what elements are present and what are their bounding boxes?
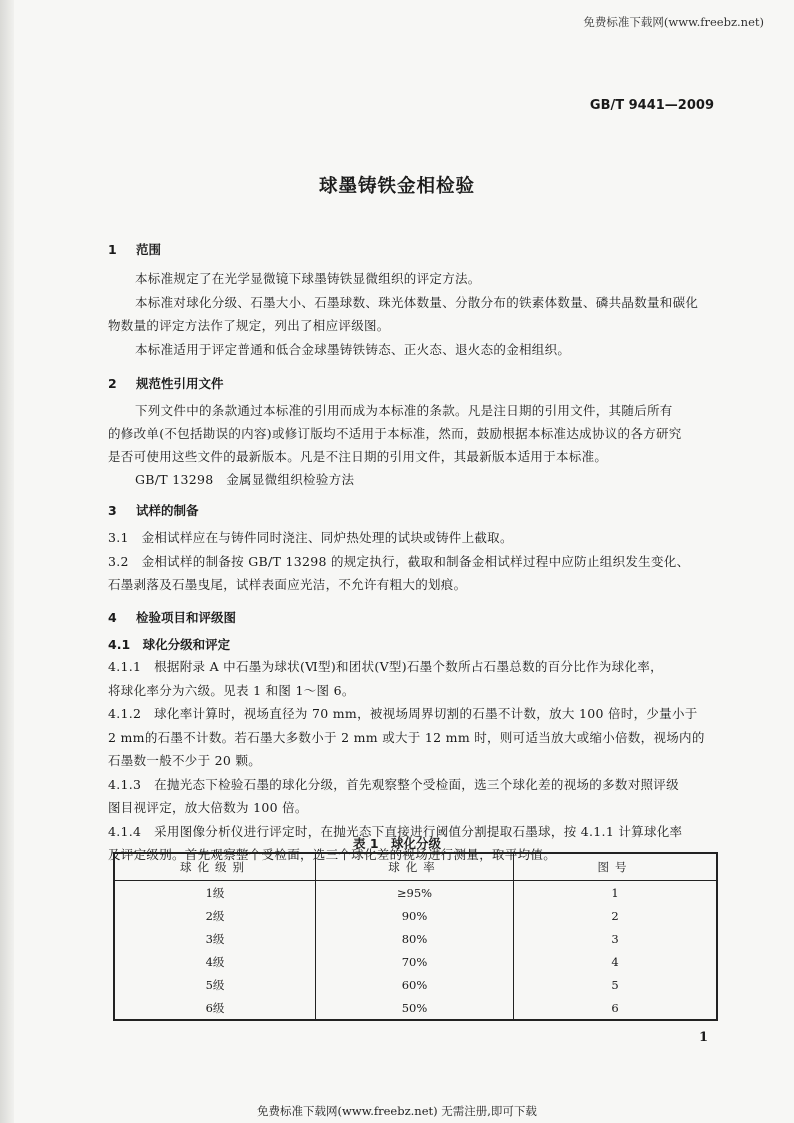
cell-figure: 6: [514, 996, 718, 1020]
cell-grade: 2级: [114, 904, 316, 927]
section-2-para-line-2: 的修改单(不包括勘误的内容)或修订版均不适用于本标准，然而，鼓励根据本标准达成协议的各方研究: [108, 426, 682, 441]
cell-figure: 1: [514, 881, 718, 905]
section-2-heading: [108, 374, 224, 392]
clause-4-1-3-line-2: 图目视评定，放大倍数为 100 倍。: [108, 800, 308, 815]
section-4-number: 4: [108, 610, 117, 625]
section-2-title: 规范性引用文件: [136, 376, 224, 391]
section-1-title: 范围: [136, 242, 162, 257]
section-3-heading: [108, 501, 199, 519]
section-1-heading: [108, 240, 161, 258]
subsection-4-1-heading: 4.1 球化分级和评定: [108, 637, 231, 652]
table-row: [114, 950, 717, 973]
cell-grade: 6级: [114, 996, 316, 1020]
table-row: [114, 881, 717, 905]
normative-reference: GB/T 13298 金属显微组织检验方法: [135, 472, 355, 487]
section-2-para-line-1: 下列文件中的条款通过本标准的引用而成为本标准的条款。凡是注日期的引用文件，其随后所有: [135, 403, 673, 418]
section-1-para-2-line-2: 物数量的评定方法作了规定，列出了相应评级图。: [108, 318, 390, 333]
table-header-row: [114, 853, 717, 881]
clause-4-1-2-line-3: 石墨数一般不少于 20 颗。: [108, 753, 262, 768]
cell-rate: 90%: [316, 904, 514, 927]
cell-rate: ≥95%: [316, 881, 514, 905]
cell-grade: 3级: [114, 927, 316, 950]
clause-4-1-2-line-1: 4.1.2 球化率计算时，视场直径为 70 mm，被视场周界切割的石墨不计数，放大 100 倍时，少量小于: [108, 706, 698, 721]
column-header-rate: 球化率: [316, 853, 514, 881]
cell-rate: 70%: [316, 950, 514, 973]
standard-code: GB/T 9441—2009: [589, 98, 714, 113]
watermark-bottom: 免费标准下载网(www.freebz.net) 无需注册,即可下载: [257, 1104, 537, 1118]
clause-4-1-4-line-1: 4.1.4 采用图像分析仪进行评定时，在抛光态下直接进行阈值分割提取石墨球，按 4.1.1 计算球化率: [108, 824, 683, 839]
clause-3-1: 3.1 金相试样应在与铸件同时浇注、同炉热处理的试块或铸件上截取。: [108, 530, 513, 545]
cell-figure: 4: [514, 950, 718, 973]
table-row: [114, 996, 717, 1020]
cell-grade: 5级: [114, 973, 316, 996]
spheroidization-grade-table: [113, 852, 718, 1021]
scan-edge-shadow: [0, 0, 14, 1123]
section-2-number: 2: [108, 376, 117, 391]
section-4-title: 检验项目和评级图: [136, 610, 237, 625]
section-4-heading: [108, 608, 236, 626]
clause-4-1-1-line-1: 4.1.1 根据附录 A 中石墨为球状(Ⅵ型)和团状(Ⅴ型)石墨个数所占石墨总数的百分比作为球化率，: [108, 659, 663, 674]
table-row: [114, 973, 717, 996]
cell-rate: 50%: [316, 996, 514, 1020]
document-title: 球墨铸铁金相检验: [318, 176, 475, 197]
cell-figure: 3: [514, 927, 718, 950]
section-3-title: 试样的制备: [136, 503, 199, 518]
column-header-grade: 球化级别: [114, 853, 316, 881]
cell-rate: 80%: [316, 927, 514, 950]
clause-3-2-line-2: 石墨剥落及石墨曳尾，试样表面应光洁，不允许有粗大的划痕。: [108, 577, 467, 592]
clause-4-1-4-line-2: 及评定级别。首先观察整个受检面，选三个球化差的视场进行测量，取平均值。: [108, 847, 557, 862]
page-number: 1: [698, 1030, 708, 1045]
cell-figure: 2: [514, 904, 718, 927]
watermark-top: 免费标准下载网(www.freebz.net): [583, 15, 764, 29]
column-header-figure: 图号: [514, 853, 718, 881]
clause-3-2-line-1: 3.2 金相试样的制备按 GB/T 13298 的规定执行，截取和制备金相试样过程中应防止组织发生变化、: [108, 554, 690, 569]
section-1-number: 1: [108, 242, 117, 257]
section-2-para-line-3: 是否可使用这些文件的最新版本。凡是不注日期的引用文件，其最新版本适用于本标准。: [108, 449, 608, 464]
cell-grade: 4级: [114, 950, 316, 973]
table-row: [114, 904, 717, 927]
cell-grade: 1级: [114, 881, 316, 905]
cell-rate: 60%: [316, 973, 514, 996]
clause-4-1-1-line-2: 将球化率分为六级。见表 1 和图 1～图 6。: [108, 683, 355, 698]
table-1-title: 表 1 球化分级: [352, 836, 442, 851]
section-1-para-3: 本标准适用于评定普通和低合金球墨铸铁铸态、正火态、退火态的金相组织。: [135, 342, 571, 357]
table-row: [114, 927, 717, 950]
cell-figure: 5: [514, 973, 718, 996]
section-1-para-1: 本标准规定了在光学显微镜下球墨铸铁显微组织的评定方法。: [135, 271, 481, 286]
section-3-number: 3: [108, 503, 117, 518]
clause-4-1-2-line-2: 2 mm的石墨不计数。若石墨大多数小于 2 mm 或大于 12 mm 时，则可适当放大或缩小倍数，视场内的: [108, 730, 705, 745]
clause-4-1-3-line-1: 4.1.3 在抛光态下检验石墨的球化分级，首先观察整个受检面，选三个球化差的视场的多数对照评级: [108, 777, 679, 792]
section-1-para-2-line-1: 本标准对球化分级、石墨大小、石墨球数、珠光体数量、分散分布的铁素体数量、磷共晶数量和碳化: [135, 295, 699, 310]
